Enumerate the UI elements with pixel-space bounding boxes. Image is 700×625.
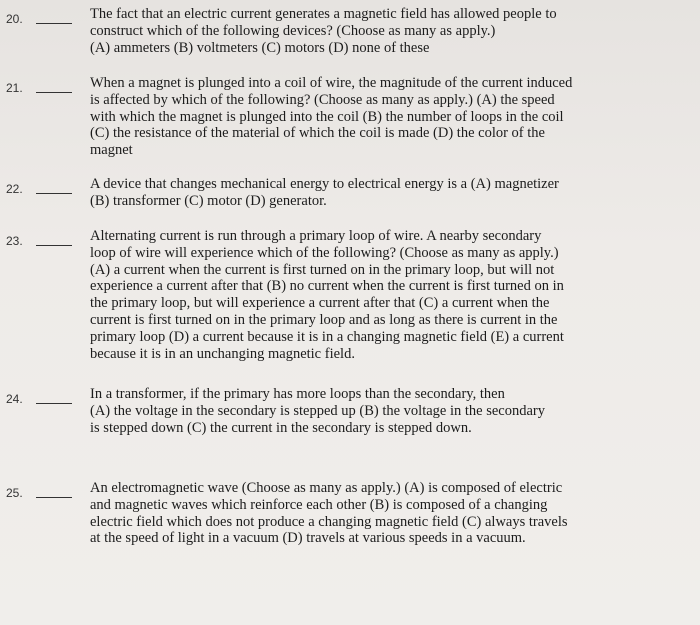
question-line: (A) a current when the current is first turned on in the primary loop, but will not [90, 261, 555, 278]
question-line: (A) the voltage in the secondary is stepped up (B) the voltage in the secondary [90, 402, 546, 419]
answer-blank[interactable] [36, 403, 72, 404]
question-text [90, 386, 650, 436]
question-line: A device that changes mechanical energy to electrical energy is a (A) magnetizer [90, 176, 559, 192]
question-line: (B) transformer (C) motor (D) generator. [90, 192, 327, 209]
question-line: The fact that an electric current generates a magnetic field has allowed people to [90, 6, 557, 22]
question-line: An electromagnetic wave (Choose as many as apply.) (A) is composed of electric [90, 480, 563, 496]
question-number: 22. [6, 182, 23, 196]
question-number: 25. [6, 486, 23, 500]
answer-blank[interactable] [36, 245, 72, 246]
question-line: and magnetic waves which reinforce each other (B) is composed of a changing [90, 496, 548, 513]
question-line: When a magnet is plunged into a coil of wire, the magnitude of the current induced [90, 75, 573, 91]
question-line: with which the magnet is plunged into the coil (B) the number of loops in the coil [90, 108, 564, 125]
question-line: magnet [90, 142, 133, 159]
question-line: the primary loop, but will experience a current after that (C) a current when the [90, 295, 550, 312]
question-line: construct which of the following devices? (Choose as many as apply.) [90, 22, 496, 39]
answer-blank[interactable] [36, 497, 72, 498]
question-line: experience a current after that (B) no current when the current is first turned on in [90, 278, 564, 295]
answer-blank[interactable] [36, 23, 72, 24]
question-number: 20. [6, 12, 23, 26]
question-line: because it is in an unchanging magnetic field. [90, 345, 355, 362]
question-line: at the speed of light in a vacuum (D) travels at various speeds in a vacuum. [90, 530, 526, 547]
question-line: is affected by which of the following? (Choose as many as apply.) (A) the speed [90, 91, 555, 108]
question-text [90, 176, 650, 210]
question-line: primary loop (D) a current because it is in a changing magnetic field (E) a current [90, 328, 564, 345]
question-number: 23. [6, 234, 23, 248]
question-line: (C) the resistance of the material of which the coil is made (D) the color of the [90, 125, 545, 142]
question-line: current is first turned on in the primary loop and as long as there is current in the [90, 311, 558, 328]
question-line: (A) ammeters (B) voltmeters (C) motors (D) none of these [90, 39, 430, 56]
question-text [90, 75, 650, 159]
question-line: Alternating current is run through a primary loop of wire. A nearby secondary [90, 228, 542, 244]
answer-blank[interactable] [36, 92, 72, 93]
question-line: is stepped down (C) the current in the secondary is stepped down. [90, 419, 472, 436]
question-number: 24. [6, 392, 23, 406]
question-number: 21. [6, 81, 23, 95]
question-line: In a transformer, if the primary has more loops than the secondary, then [90, 386, 505, 402]
question-line: electric field which does not produce a changing magnetic field (C) always travels [90, 513, 568, 530]
question-text [90, 480, 650, 547]
question-text [90, 228, 650, 362]
question-text [90, 6, 650, 56]
question-line: loop of wire will experience which of the following? (Choose as many as apply.) [90, 244, 559, 261]
answer-blank[interactable] [36, 193, 72, 194]
